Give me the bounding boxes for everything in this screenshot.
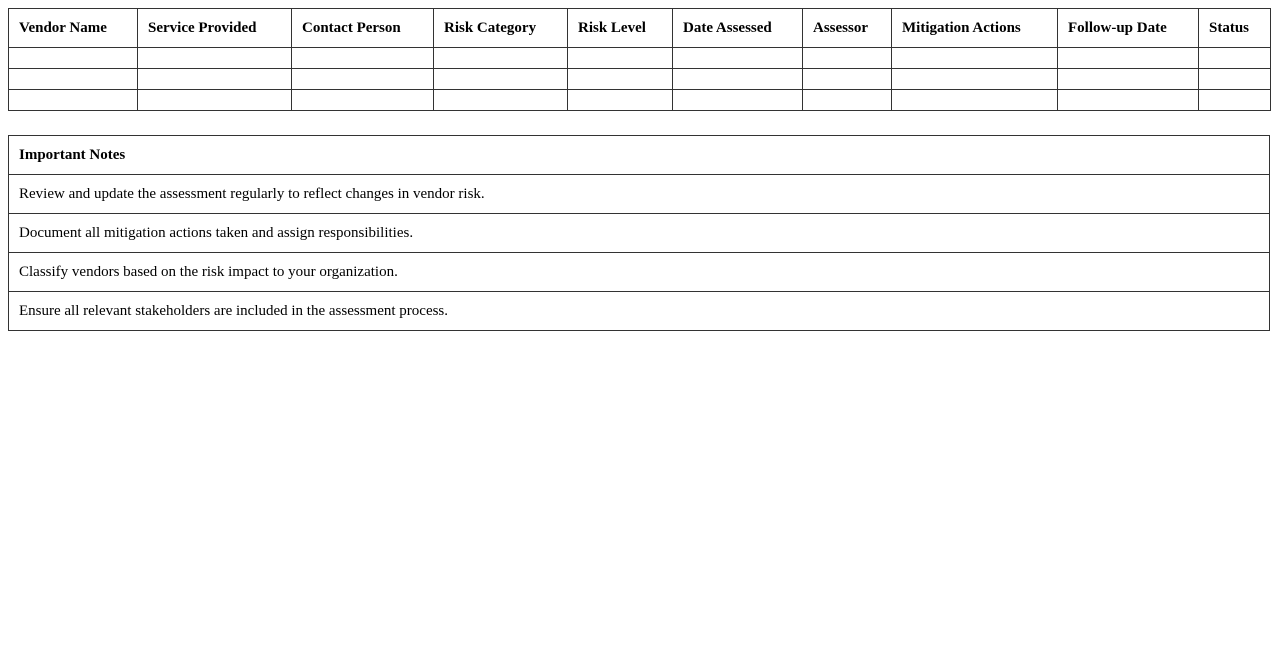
column-header-assessor: Assessor xyxy=(803,9,892,48)
table-cell xyxy=(9,48,138,69)
column-header-date-assessed: Date Assessed xyxy=(673,9,803,48)
table-cell xyxy=(1058,48,1199,69)
table-row xyxy=(9,48,1271,69)
column-header-risk-category: Risk Category xyxy=(434,9,568,48)
note-row xyxy=(9,292,1270,331)
table-cell xyxy=(1058,90,1199,111)
note-item: Document all mitigation actions taken and assign responsibilities. xyxy=(9,214,1270,253)
important-notes-table xyxy=(8,135,1270,331)
table-header-row xyxy=(9,9,1271,48)
table-cell xyxy=(138,48,292,69)
table-cell xyxy=(803,48,892,69)
note-item: Review and update the assessment regularly to reflect changes in vendor risk. xyxy=(9,175,1270,214)
table-cell xyxy=(568,48,673,69)
column-header-mitigation-actions: Mitigation Actions xyxy=(892,9,1058,48)
table-cell xyxy=(1199,69,1271,90)
table-cell xyxy=(434,69,568,90)
note-row xyxy=(9,253,1270,292)
table-cell xyxy=(673,69,803,90)
table-cell xyxy=(434,90,568,111)
column-header-vendor-name: Vendor Name xyxy=(9,9,138,48)
table-row xyxy=(9,90,1271,111)
column-header-contact-person: Contact Person xyxy=(292,9,434,48)
table-cell xyxy=(292,90,434,111)
table-cell xyxy=(673,48,803,69)
table-cell xyxy=(892,90,1058,111)
table-cell xyxy=(1199,48,1271,69)
table-cell xyxy=(292,69,434,90)
table-cell xyxy=(138,90,292,111)
table-cell xyxy=(138,69,292,90)
notes-heading-row xyxy=(9,136,1270,175)
note-row xyxy=(9,175,1270,214)
table-cell xyxy=(568,90,673,111)
table-cell xyxy=(9,90,138,111)
table-cell xyxy=(803,69,892,90)
table-cell xyxy=(1199,90,1271,111)
table-cell xyxy=(434,48,568,69)
table-cell xyxy=(9,69,138,90)
column-header-status: Status xyxy=(1199,9,1271,48)
table-cell xyxy=(892,48,1058,69)
table-cell xyxy=(1058,69,1199,90)
note-row xyxy=(9,214,1270,253)
column-header-follow-up-date: Follow-up Date xyxy=(1058,9,1199,48)
notes-heading: Important Notes xyxy=(9,136,1270,175)
table-cell xyxy=(892,69,1058,90)
table-cell xyxy=(568,69,673,90)
table-cell xyxy=(803,90,892,111)
table-row xyxy=(9,69,1271,90)
table-cell xyxy=(292,48,434,69)
note-item: Ensure all relevant stakeholders are included in the assessment process. xyxy=(9,292,1270,331)
vendor-risk-assessment-table xyxy=(8,8,1271,111)
column-header-service-provided: Service Provided xyxy=(138,9,292,48)
note-item: Classify vendors based on the risk impact to your organization. xyxy=(9,253,1270,292)
column-header-risk-level: Risk Level xyxy=(568,9,673,48)
table-cell xyxy=(673,90,803,111)
